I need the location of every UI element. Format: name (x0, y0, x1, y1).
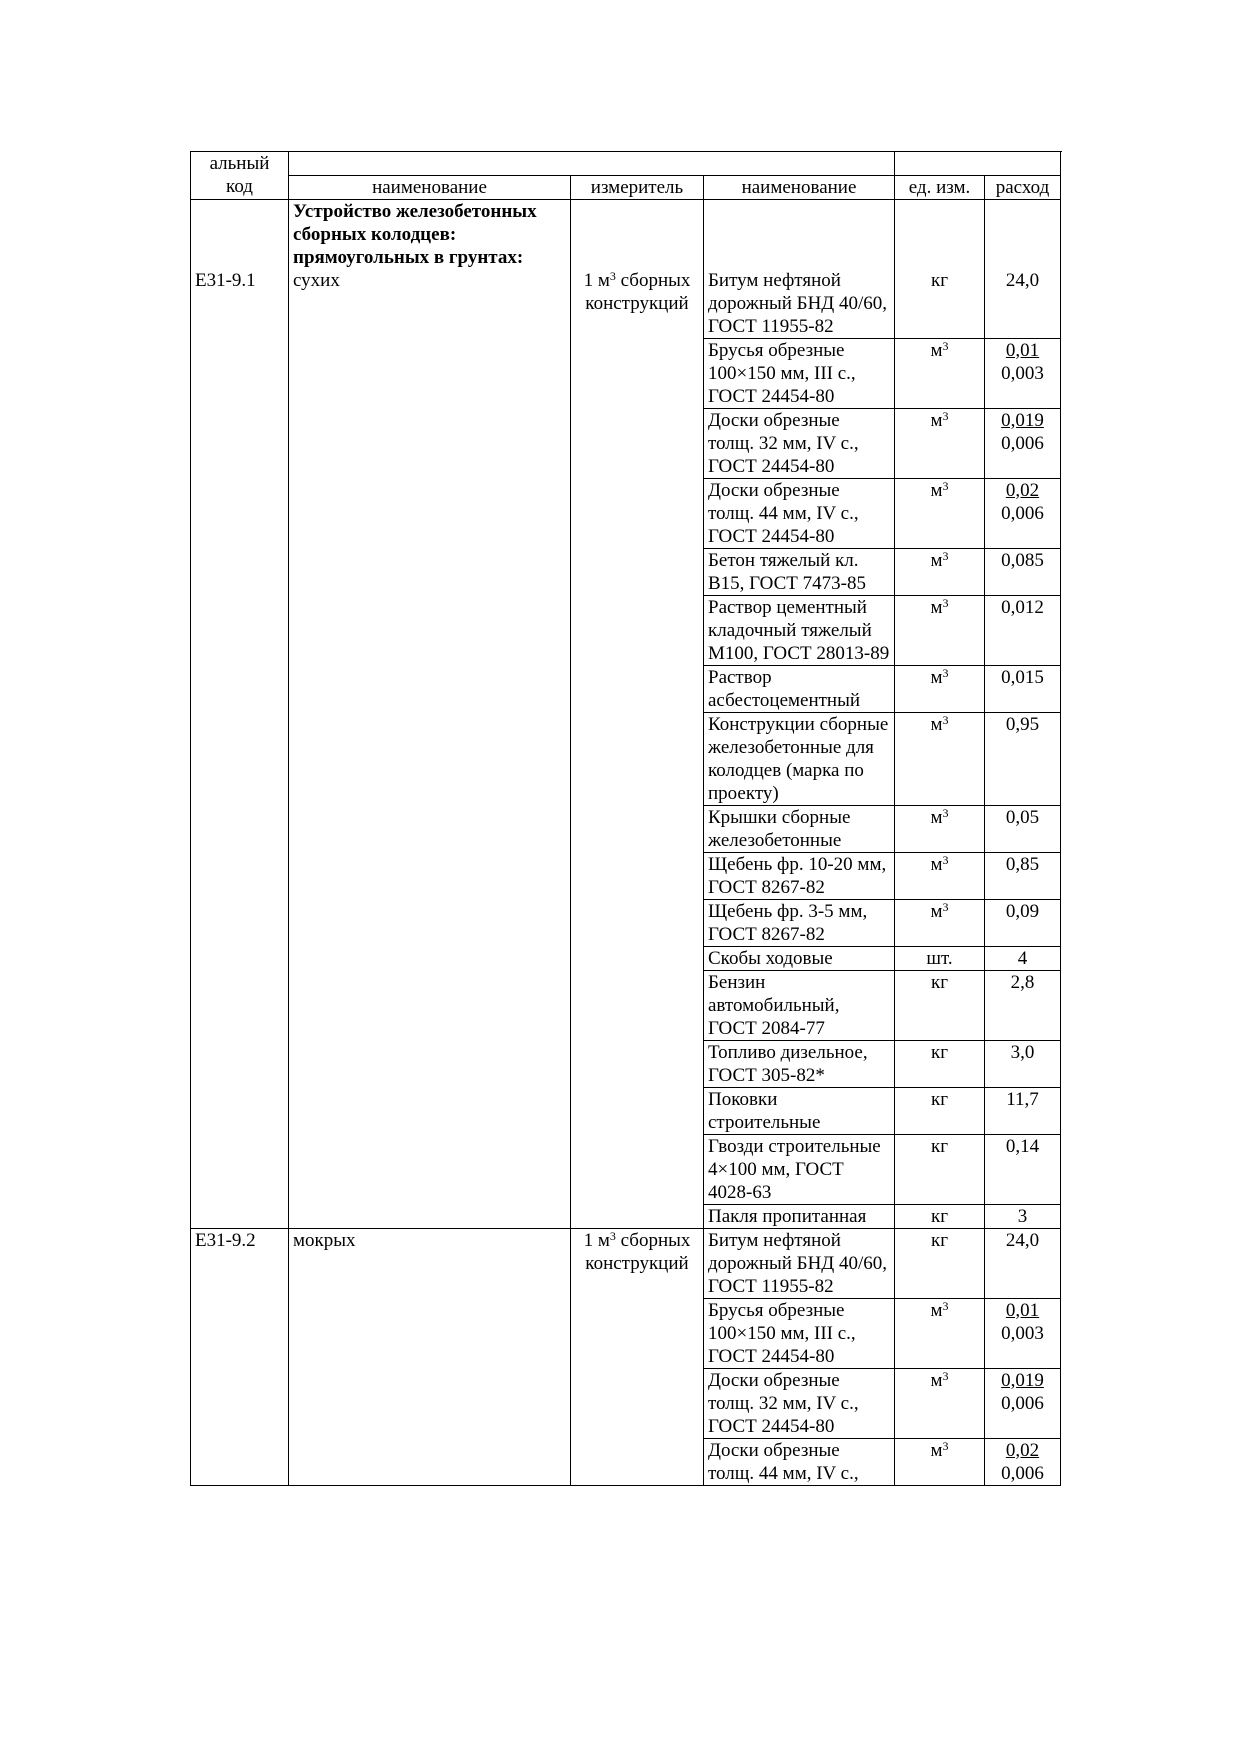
resource-unit (895, 595, 985, 665)
table-row (191, 199, 1061, 338)
resource-unit (895, 1298, 985, 1368)
consumption-value: 0,14 (1005, 1135, 1040, 1157)
resource-name (704, 478, 895, 548)
consumption-value: 0,085 (1001, 549, 1044, 571)
resource-name-text: Пакля пропитанная (708, 1205, 867, 1227)
resource-name (704, 805, 895, 852)
unit-m: м (930, 900, 943, 922)
unit-m: м (930, 853, 943, 875)
resource-consumption (985, 852, 1061, 899)
resource-name-text: Брусья обрезные 100×150 мм, III с., ГОСТ 24454-80 (708, 339, 856, 407)
resource-consumption (985, 805, 1061, 852)
consumption-value: 0,02 (1005, 1439, 1040, 1461)
consumption-value: 3 (1017, 1205, 1028, 1227)
resource-consumption (985, 1134, 1061, 1204)
resource-name (704, 408, 895, 478)
unit-sup: 3 (942, 408, 949, 423)
resource-name-text: Бензин автомобильный, ГОСТ 2084-77 (708, 971, 840, 1039)
header-meter: измеритель (571, 175, 704, 199)
group-title: Устройство железобетонных сборных колодцев: прямоугольных в грунтах: (293, 200, 537, 268)
unit-m: м (930, 666, 943, 688)
resource-name (704, 1040, 895, 1087)
norms-table-body (191, 152, 1061, 1486)
table-row (191, 1228, 1061, 1298)
header-consumption: расход (985, 175, 1061, 199)
resource-consumption (985, 712, 1061, 805)
unit-text: кг (930, 1205, 949, 1227)
consumption-value: 24,0 (1005, 269, 1040, 291)
consumption-value: 11,7 (1006, 1088, 1039, 1110)
norms-table (190, 151, 1061, 1486)
resource-name-text: Доски обрезные толщ. 32 мм, IV с., ГОСТ 24454-80 (708, 409, 859, 477)
resource-name-text: Скобы ходовые (708, 947, 833, 969)
resource-name (704, 1438, 895, 1485)
work-code: Е31-9.1 (195, 269, 256, 291)
resource-name-text: Доски обрезные толщ. 32 мм, IV с., ГОСТ 24454-80 (708, 1369, 859, 1437)
consumption-value: 3,0 (1010, 1041, 1035, 1063)
resource-unit (895, 1087, 985, 1134)
resource-name-text: Брусья обрезные 100×150 мм, III с., ГОСТ 24454-80 (708, 1299, 856, 1367)
unit-sup: 3 (942, 1368, 949, 1383)
resource-unit (895, 899, 985, 946)
resource-consumption (985, 408, 1061, 478)
resource-consumption (985, 595, 1061, 665)
header-resource-group (895, 152, 1061, 176)
resource-name-text: Гвозди строительные 4×100 мм, ГОСТ 4028-63 (708, 1135, 881, 1203)
resource-name (704, 338, 895, 408)
unit-m: м (930, 409, 943, 431)
resource-name-text: Битум нефтяной дорожный БНД 40/60, ГОСТ 11955-82 (708, 1229, 888, 1297)
resource-unit (895, 1368, 985, 1438)
resource-name (704, 1228, 895, 1298)
resource-unit (895, 946, 985, 970)
header-code-part: альный (191, 152, 289, 176)
unit-text: кг (930, 1088, 949, 1110)
resource-unit (895, 1228, 985, 1298)
resource-name-text: Конструкции сборные железобетонные для колодцев (марка по проекту) (708, 713, 889, 804)
resource-consumption (985, 665, 1061, 712)
consumption-value-2: 0,003 (1001, 1322, 1044, 1344)
resource-name (704, 946, 895, 970)
unit-sup: 3 (942, 712, 949, 727)
consumption-value-2: 0,006 (1001, 432, 1044, 454)
resource-name (704, 1087, 895, 1134)
unit-m: м (930, 1299, 943, 1321)
resource-name (704, 1204, 895, 1228)
consumption-value: 24,0 (1005, 1229, 1040, 1251)
resource-consumption (985, 548, 1061, 595)
consumption-value-2: 0,006 (1001, 502, 1044, 524)
unit-m: м (930, 713, 943, 735)
unit-sup: 3 (942, 899, 949, 914)
unit-sup: 3 (942, 338, 949, 353)
unit-text: кг (930, 269, 949, 291)
unit-m: м (930, 596, 943, 618)
unit-m: м (930, 549, 943, 571)
resource-name (704, 1298, 895, 1368)
resource-consumption (985, 1040, 1061, 1087)
resource-name (704, 1368, 895, 1438)
resource-unit (895, 805, 985, 852)
resource-name (704, 665, 895, 712)
header-code: код (191, 175, 289, 199)
work-name: мокрых (293, 1229, 356, 1251)
resource-consumption (985, 1298, 1061, 1368)
resource-name (704, 852, 895, 899)
resource-name (704, 1134, 895, 1204)
resource-consumption (985, 899, 1061, 946)
unit-sup: 3 (942, 852, 949, 867)
unit-sup: 3 (942, 1298, 949, 1313)
unit-sup: 3 (942, 805, 949, 820)
unit-sup: 3 (942, 1438, 949, 1453)
resource-consumption (985, 1087, 1061, 1134)
unit-text: кг (930, 1135, 949, 1157)
resource-unit (895, 1040, 985, 1087)
resource-name-text: Доски обрезные толщ. 44 мм, IV с., (708, 1439, 859, 1484)
resource-name (704, 970, 895, 1040)
resource-name-text: Раствор цементный кладочный тяжелый М100, ГОСТ 28013-89 (708, 596, 890, 664)
meter-suffix: сборных конструкций (585, 269, 691, 314)
resource-name-text: Бетон тяжелый кл. В15, ГОСТ 7473-85 (708, 549, 866, 594)
consumption-value: 0,01 (1005, 339, 1040, 361)
unit-sup: 3 (942, 665, 949, 680)
meter-cell (571, 1228, 704, 1485)
resource-name (704, 712, 895, 805)
resource-consumption (985, 1228, 1061, 1298)
unit-m: м (930, 806, 943, 828)
consumption-value: 0,019 (1001, 1369, 1044, 1391)
unit-text: кг (930, 1041, 949, 1063)
resource-consumption (985, 946, 1061, 970)
consumption-value: 0,95 (1005, 713, 1040, 735)
resource-name (704, 199, 895, 338)
resource-unit (895, 852, 985, 899)
resource-name (704, 899, 895, 946)
resource-consumption (985, 1204, 1061, 1228)
resource-consumption (985, 1438, 1061, 1485)
resource-name (704, 548, 895, 595)
resource-name (704, 595, 895, 665)
header-resource-name: наименование (704, 175, 895, 199)
resource-unit (895, 1134, 985, 1204)
work-code-cell (191, 199, 289, 1228)
unit-m: м (930, 1439, 943, 1461)
unit-m: м (930, 339, 943, 361)
unit-text: кг (930, 971, 949, 993)
consumption-value-2: 0,006 (1001, 1392, 1044, 1414)
resource-name-text: Доски обрезные толщ. 44 мм, IV с., ГОСТ 24454-80 (708, 479, 859, 547)
consumption-value-2: 0,006 (1001, 1462, 1044, 1484)
unit-text: шт. (926, 947, 953, 969)
resource-consumption (985, 478, 1061, 548)
resource-consumption (985, 338, 1061, 408)
resource-unit (895, 408, 985, 478)
resource-unit (895, 665, 985, 712)
unit-m: м (930, 479, 943, 501)
consumption-value-2: 0,003 (1001, 362, 1044, 384)
unit-text: кг (930, 1229, 949, 1251)
work-name-cell (289, 1228, 571, 1485)
header-unit: ед. изм. (895, 175, 985, 199)
resource-name-text: Битум нефтяной дорожный БНД 40/60, ГОСТ 11955-82 (708, 269, 888, 337)
resource-unit (895, 548, 985, 595)
resource-unit (895, 1204, 985, 1228)
consumption-value: 0,012 (1001, 596, 1044, 618)
header-work-name: наименование (289, 175, 571, 199)
resource-unit (895, 478, 985, 548)
meter-prefix: 1 м (583, 1229, 610, 1251)
resource-unit (895, 1438, 985, 1485)
consumption-value: 0,09 (1005, 900, 1040, 922)
resource-unit (895, 199, 985, 338)
meter-superscript: 3 (609, 1228, 616, 1243)
header-row (191, 175, 1061, 199)
resource-name-text: Топливо дизельное, ГОСТ 305-82* (708, 1041, 868, 1086)
resource-name-text: Щебень фр. 3-5 мм, ГОСТ 8267-82 (708, 900, 868, 945)
consumption-value: 0,02 (1005, 479, 1040, 501)
resource-consumption (985, 1368, 1061, 1438)
resource-name-text: Щебень фр. 10-20 мм, ГОСТ 8267-82 (708, 853, 887, 898)
resource-unit (895, 338, 985, 408)
unit-sup: 3 (942, 595, 949, 610)
meter-prefix: 1 м (583, 269, 610, 291)
work-name: сухих (293, 269, 340, 291)
consumption-value: 0,85 (1005, 853, 1040, 875)
resource-unit (895, 712, 985, 805)
unit-sup: 3 (942, 478, 949, 493)
header-work-group (289, 152, 895, 176)
resource-unit (895, 970, 985, 1040)
meter-superscript: 3 (609, 268, 616, 283)
consumption-value: 0,015 (1001, 666, 1044, 688)
unit-sup: 3 (942, 548, 949, 563)
resource-name-text: Крышки сборные железобетонные (708, 806, 851, 851)
consumption-value: 0,05 (1005, 806, 1040, 828)
work-name-cell (289, 199, 571, 1228)
consumption-value: 0,01 (1005, 1299, 1040, 1321)
resource-name-text: Раствор асбестоцементный (708, 666, 861, 711)
resource-consumption (985, 199, 1061, 338)
resource-name-text: Поковки строительные (708, 1088, 821, 1133)
consumption-value: 0,019 (1001, 409, 1044, 431)
consumption-value: 4 (1017, 947, 1028, 969)
consumption-value: 2,8 (1010, 971, 1035, 993)
header-row-top (191, 152, 1061, 176)
resource-consumption (985, 970, 1061, 1040)
meter-cell (571, 199, 704, 1228)
work-code: Е31-9.2 (195, 1229, 256, 1251)
work-code-cell (191, 1228, 289, 1485)
meter-suffix: сборных конструкций (585, 1229, 691, 1274)
unit-m: м (930, 1369, 943, 1391)
